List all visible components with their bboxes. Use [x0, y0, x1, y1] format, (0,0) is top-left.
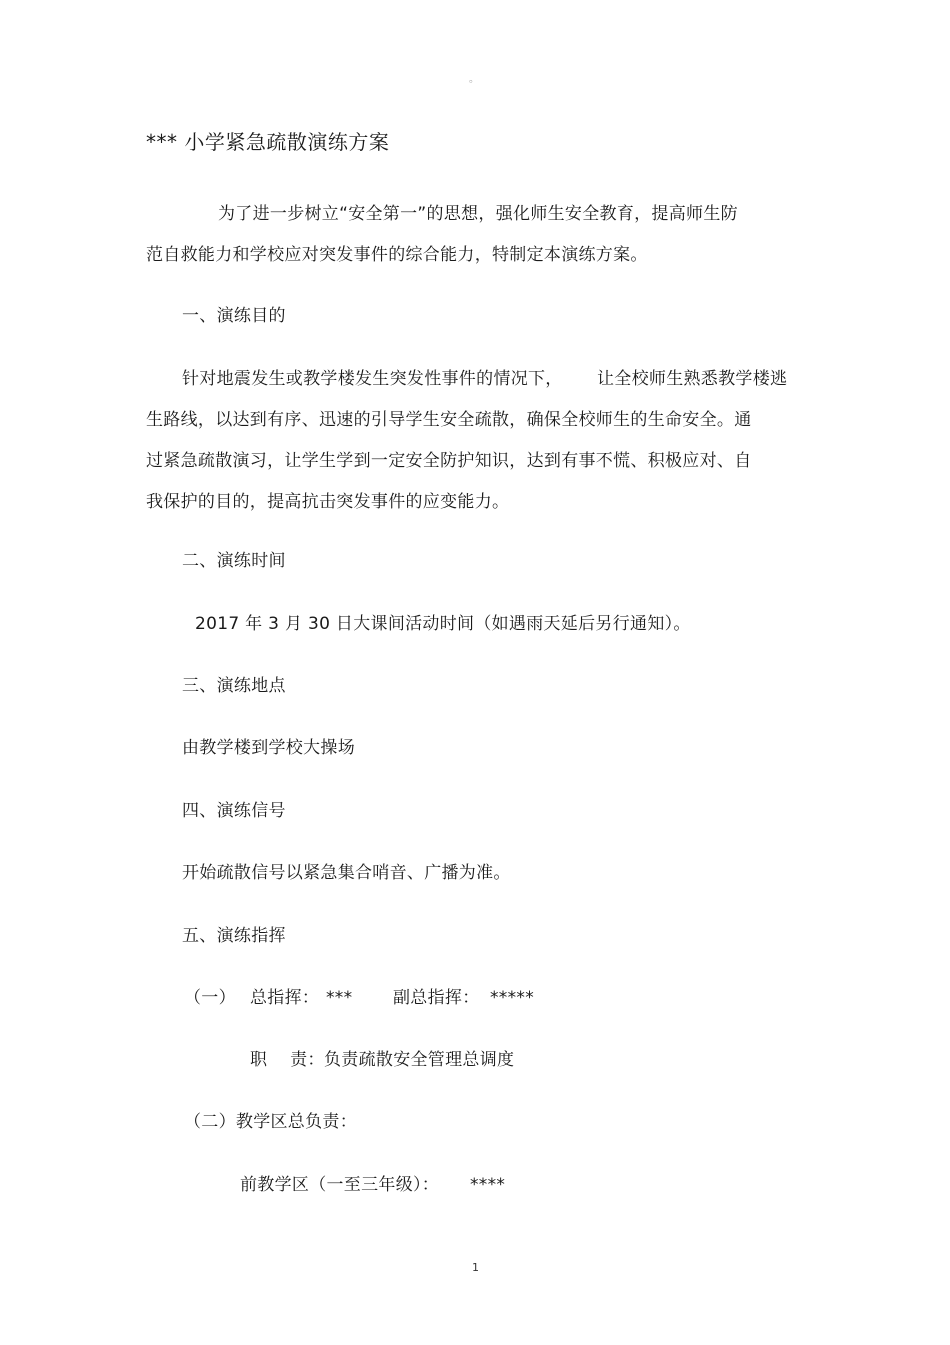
teaching-area-heading: （二）教学区总负责： [184, 1112, 357, 1132]
section-4-body: 开始疏散信号以紧急集合哨音、广播为准。 [182, 863, 511, 883]
commander-value: *** [326, 988, 353, 1008]
section-3-body: 由教学楼到学校大操场 [182, 738, 355, 758]
intro-line-2: 范自救能力和学校应对突发事件的综合能力，特制定本演练方案。 [146, 245, 648, 265]
section-1-line-1a: 针对地震发生或教学楼发生突发性事件的情况下， [182, 369, 563, 389]
section-5-heading: 五、演练指挥 [182, 926, 286, 946]
section-3-heading: 三、演练地点 [182, 676, 286, 696]
section-2-heading: 二、演练时间 [182, 551, 286, 571]
section-1-heading: 一、演练目的 [182, 306, 286, 326]
header-mark: 。 [469, 74, 479, 85]
intro-line-1: 为了进一步树立“安全第一”的思想，强化师生安全教育，提高师生防 [218, 204, 738, 224]
deputy-commander-value: ***** [490, 988, 534, 1008]
commander-number: （一） [184, 988, 236, 1008]
section-1-line-1b: 让全校师生熟悉教学楼逃 [597, 369, 788, 389]
section-4-heading: 四、演练信号 [182, 801, 286, 821]
deputy-commander-label: 副总指挥： [393, 988, 480, 1008]
page-number: 1 [472, 1261, 480, 1274]
duty-value: 负责疏散安全管理总调度 [324, 1050, 515, 1070]
commander-label: 总指挥： [250, 988, 320, 1008]
duty-label: 职 责： [250, 1050, 325, 1070]
section-2-body: 2017 年 3 月 30 日大课间活动时间（如遇雨天延后另行通知）。 [195, 614, 691, 634]
front-teaching-area-label: 前教学区（一至三年级）： [240, 1175, 440, 1195]
section-1-line-3: 过紧急疏散演习，让学生学到一定安全防护知识，达到有事不慌、积极应对、自 [146, 451, 752, 471]
section-1-line-2: 生路线，以达到有序、迅速的引导学生安全疏散，确保全校师生的生命安全。通 [146, 410, 752, 430]
front-teaching-area-value: **** [470, 1175, 506, 1195]
page-title: *** 小学紧急疏散演练方案 [146, 130, 390, 154]
section-1-line-4: 我保护的目的，提高抗击突发事件的应变能力。 [146, 492, 510, 512]
